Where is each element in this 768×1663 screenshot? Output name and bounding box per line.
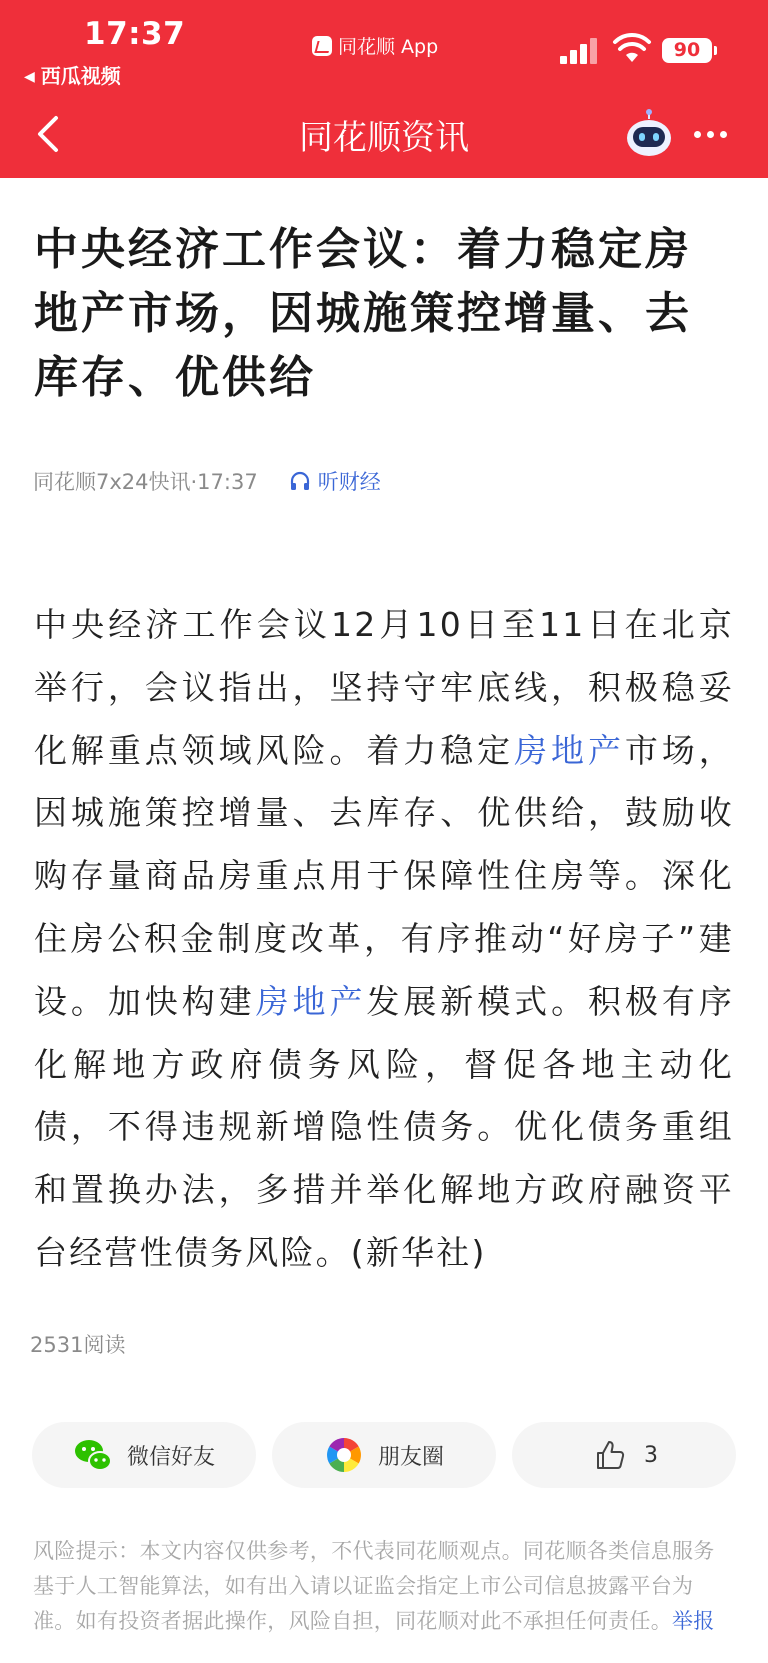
battery-indicator: 90 xyxy=(662,38,712,63)
like-count: 3 xyxy=(644,1442,658,1468)
share-actions xyxy=(32,1422,736,1488)
risk-notice xyxy=(33,1534,733,1639)
wifi-icon xyxy=(612,32,652,66)
share-moments-button[interactable] xyxy=(272,1422,496,1488)
moments-label: 朋友圈 xyxy=(377,1444,444,1470)
back-app-label: 西瓜视频 xyxy=(40,64,121,88)
cellular-signal-icon xyxy=(560,36,600,64)
thumbs-up-icon xyxy=(590,1435,630,1475)
back-triangle-icon: ◀ xyxy=(24,69,35,85)
wechat-label: 微信好友 xyxy=(126,1444,215,1470)
headphone-icon xyxy=(288,469,312,493)
link-real-estate-2[interactable]: 房地产 xyxy=(255,981,367,1021)
top-header xyxy=(0,0,768,178)
article-meta xyxy=(33,466,381,496)
moments-icon xyxy=(324,1435,364,1475)
status-time: 17:37 xyxy=(84,16,186,52)
article-source: 同花顺7x24快讯·17:37 xyxy=(33,470,258,494)
article-title: 中央经济工作会议：着力稳定房地产市场，因城施策控增量、去库存、优供给 xyxy=(34,224,692,403)
risk-notice-text: 风险提示：本文内容仅供参考，不代表同花顺观点。同花顺各类信息服务基于人工智能算法，如有出入请以证监会指定上市公司信息披露平台为准。如有投资者据此操作，风险自担，同花顺对此不承担任何责任。 xyxy=(33,1539,715,1633)
back-to-app-button[interactable] xyxy=(24,60,121,89)
report-link[interactable]: 举报 xyxy=(672,1609,715,1633)
article-body xyxy=(34,594,734,1285)
read-count: 2531阅读 xyxy=(30,1333,126,1357)
body-text-2: 市场，因城施策控增量、去库存、优供给，鼓励收购存量商品房重点用于保障性住房等。深化住房公积金制度改革，有序推动“好房子”建设。加快构建 xyxy=(34,730,734,1021)
more-icon[interactable] xyxy=(694,120,734,148)
link-real-estate-1[interactable]: 房地产 xyxy=(514,730,625,770)
listen-button[interactable] xyxy=(288,466,381,496)
wechat-icon xyxy=(73,1435,113,1475)
app-name: 同花顺 App xyxy=(338,36,439,58)
body-text-3: 发展新模式。积极有序化解地方政府债务风险，督促各地主动化债，不得违规新增隐性债务。优化债务重组和置换办法，多措并举化解地方政府融资平台经营性债务风险。(新华社) xyxy=(34,981,735,1272)
like-button[interactable] xyxy=(512,1422,736,1488)
app-logo-icon xyxy=(312,36,332,56)
robot-assistant-icon[interactable] xyxy=(624,108,674,158)
nav-title: 同花顺资讯 xyxy=(299,118,469,158)
app-indicator xyxy=(312,32,438,59)
body-text-1: 中央经济工作会议12月10日至11日在北京举行，会议指出，坚持守牢底线，积极稳妥化解重点领域风险。着力稳定 xyxy=(34,605,734,770)
share-wechat-button[interactable] xyxy=(32,1422,256,1488)
listen-label: 听财经 xyxy=(317,470,381,494)
